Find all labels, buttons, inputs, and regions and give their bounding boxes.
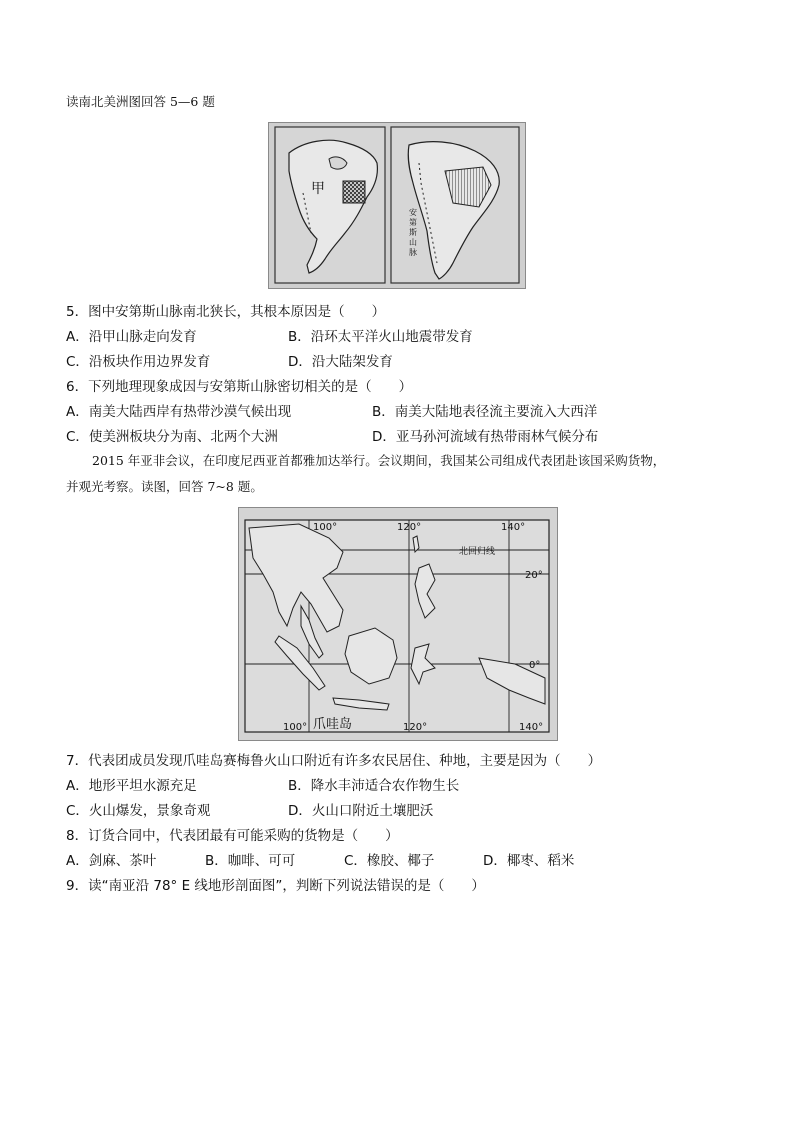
question-7-option-d: D．火山口附近土壤肥沃 <box>288 803 434 819</box>
question-8-option-c: C．橡胶、椰子 <box>344 853 435 869</box>
question-8-option-a: A．剑麻、茶叶 <box>66 853 157 869</box>
label-java: 爪哇岛 <box>313 717 353 732</box>
question-7-stem: 7．代表团成员发现爪哇岛赛梅鲁火山口附近有许多农民居住、种地，主要是因为（ ） <box>66 753 602 769</box>
label-andes-3: 斯 <box>409 228 417 237</box>
question-5-option-d: D．沿大陆架发育 <box>288 354 393 370</box>
americas-map-svg <box>269 123 525 288</box>
hatched-region-north <box>343 181 365 203</box>
question-7-option-b: B．降水丰沛适合农作物生长 <box>288 778 460 794</box>
label-andes-4: 山 <box>409 238 417 247</box>
label-lon-120-bottom: 120° <box>403 722 428 733</box>
question-9-stem: 9．读“南亚沿 78° E 线地形剖面图”，判断下列说法错误的是（ ） <box>66 878 485 894</box>
label-lon-100-top: 100° <box>313 522 338 533</box>
question-8-stem: 8．订货合同中，代表团最有可能采购的货物是（ ） <box>66 828 399 844</box>
question-6-option-b: B．南美大陆地表径流主要流入大西洋 <box>372 404 598 420</box>
question-7-option-a: A．地形平坦水源充足 <box>66 778 197 794</box>
question-6-stem: 6．下列地理现象成因与安第斯山脉密切相关的是（ ） <box>66 379 413 395</box>
southeast-asia-map-svg <box>239 508 557 740</box>
question-5-option-c: C．沿板块作用边界发育 <box>66 354 211 370</box>
question-6-option-c: C．使美洲板块分为南、北两个大洲 <box>66 429 278 445</box>
label-lon-120-top: 120° <box>397 522 422 533</box>
label-andes-1: 安 <box>409 208 417 217</box>
question-5-option-a: A．沿甲山脉走向发育 <box>66 329 197 345</box>
question-7-option-c: C．火山爆发，景象奇观 <box>66 803 211 819</box>
label-lon-140-bottom: 140° <box>519 722 544 733</box>
question-8-option-d: D．椰枣、稻米 <box>483 853 575 869</box>
label-lon-100-bottom: 100° <box>283 722 308 733</box>
question-6-option-a: A．南美大陆西岸有热带沙漠气候出现 <box>66 404 292 420</box>
southeast-asia-map-figure <box>238 507 558 741</box>
americas-map-figure <box>268 122 526 289</box>
label-andes-2: 第 <box>409 218 417 227</box>
question-6-option-d: D．亚马孙河流域有热带雨林气候分布 <box>372 429 599 445</box>
intro-7-8-line2: 并观光考察。读图，回答 7~8 题。 <box>66 479 263 494</box>
label-lat-20: 20° <box>525 570 543 581</box>
label-andes-5: 脉 <box>409 248 417 257</box>
label-lat-0: 0° <box>529 660 541 671</box>
question-5-option-b: B．沿环太平洋火山地震带发育 <box>288 329 473 345</box>
intro-7-8-line1: 2015 年亚非会议，在印度尼西亚首都雅加达举行。会议期间，我国某公司组成代表团赴该国采购货物， <box>92 453 666 468</box>
intro-5-6: 读南北美洲图回答 5—6 题 <box>66 94 215 109</box>
label-jia: 甲 <box>311 181 325 197</box>
label-lon-140-top: 140° <box>501 522 526 533</box>
question-8-option-b: B．咖啡、可可 <box>205 853 296 869</box>
question-5-stem: 5．图中安第斯山脉南北狭长，其根本原因是（ ） <box>66 304 386 320</box>
label-tropic: 北回归线 <box>459 547 496 557</box>
